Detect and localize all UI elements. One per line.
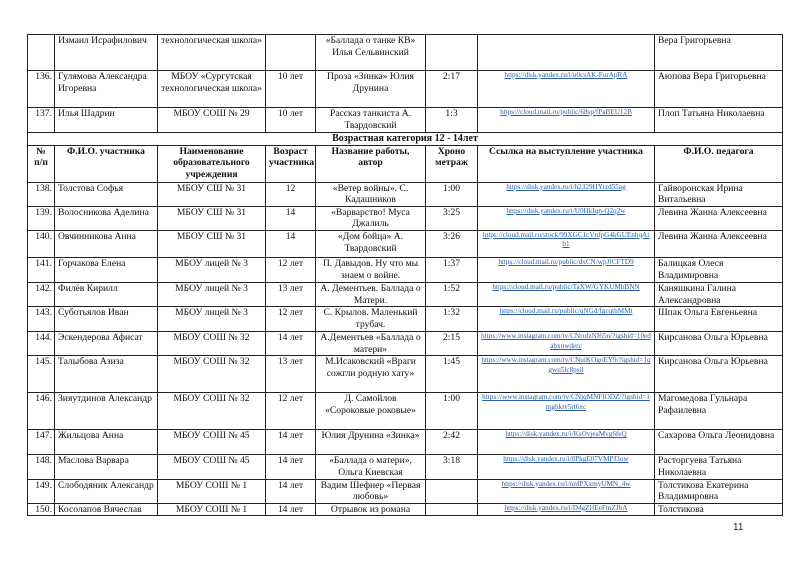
cell-duration: [426, 206, 478, 230]
performance-link[interactable]: https://cloud.mail.ru/public/68sp/fPaBEU12B: [500, 108, 632, 116]
cell-duration: [426, 393, 478, 430]
cell-link: [478, 455, 655, 479]
cell-age: [266, 108, 316, 133]
cell-link: [478, 230, 655, 257]
work-text: «Баллада о танке КВ» Илья Сельвинский: [325, 35, 416, 58]
cell-work: [316, 257, 426, 282]
cell-duration: [426, 108, 478, 133]
age-text: 14 лет: [277, 503, 304, 515]
teacher-text: Гайворонская Ирина Витальевна: [658, 182, 743, 206]
cell-num: [28, 479, 55, 503]
name-text: Талыбова Азиза: [58, 356, 124, 368]
cell-work: [316, 108, 426, 133]
work-text: Юлия Друнина «Зинка»: [321, 430, 420, 442]
cell-num: [28, 282, 55, 306]
num-text: 145.: [35, 356, 52, 368]
cell-name: [55, 393, 158, 430]
duration-text: 1:37: [442, 257, 461, 269]
work-text: С. Крылов. Маленький трубач.: [323, 307, 418, 330]
cell-duration: [426, 282, 478, 306]
duration-text: 3:25: [442, 206, 461, 218]
work-text: А. Дементьев. Баллада о Матери.: [320, 282, 421, 306]
num-text: 139.: [35, 206, 52, 218]
cell-school: [158, 108, 266, 133]
cell-num: [28, 206, 55, 230]
participants-table: [27, 34, 783, 516]
duration-text: 2:17: [442, 71, 461, 82]
age-text: 12 лет: [277, 257, 304, 269]
cell-work: [316, 71, 426, 108]
cell-num: [28, 230, 55, 257]
work-text: «Варварство! Муса Джалиль: [331, 206, 410, 230]
cell-duration: [426, 230, 478, 257]
cell-teacher: [655, 356, 783, 393]
age-text: 14 лет: [277, 332, 304, 344]
num-text: 137.: [35, 108, 52, 119]
cell-duration: [426, 35, 478, 71]
cell-age: [266, 430, 316, 455]
cell-work: [316, 479, 426, 503]
cell-link: [478, 206, 655, 230]
header-num: № п/п: [28, 145, 55, 182]
name-text: Гулямова Александра Игоревна: [58, 71, 147, 94]
header-duration: Хроно метраж: [426, 145, 478, 182]
num-text: 140.: [35, 230, 52, 242]
cell-name: [55, 503, 158, 516]
name-text: Горчакова Елена: [58, 257, 126, 269]
cell-link: [478, 430, 655, 455]
cell-work: [316, 230, 426, 257]
teacher-text: Толстикова: [658, 503, 704, 515]
cell-age: [266, 356, 316, 393]
teacher-text: Магомедова Гульнара Рафаилевна: [658, 393, 748, 416]
performance-link[interactable]: https://www.instagram.com/tv/CNjqMNFIODZ/?igshid=1mghktv5rt6xc: [482, 393, 650, 411]
teacher-text: Левина Жанна Алексеевна: [658, 230, 767, 242]
performance-link[interactable]: https://disk.yandex.ru/i/8PkgE07VMPJ3ow: [503, 455, 629, 464]
work-text: Д. Самойлов «Сороковые роковые»: [325, 393, 416, 416]
teacher-text: Шпак Ольга Евгеньевна: [658, 307, 757, 319]
cell-teacher: [655, 332, 783, 356]
cell-teacher: [655, 182, 783, 206]
num-text: 150.: [35, 503, 52, 515]
table-row: [28, 182, 783, 206]
school-text: МБОУ «Сургутская технологическая школа»: [161, 71, 262, 94]
work-text: П. Давыдов. Ну что мы знаем о войне.: [322, 257, 419, 281]
cell-work: [316, 307, 426, 332]
performance-link[interactable]: https://www.instagram.com/tv/CNrufzNI65n/?igshid=10edabxuwderc: [481, 332, 651, 350]
teacher-text: Толстикова Екатерина Владимировна: [658, 479, 749, 503]
cell-name: [55, 108, 158, 133]
cell-name: [55, 35, 158, 71]
performance-link[interactable]: https://www.instagram.com/tv/CNuiKOgoEY9/?igshid=1qgwu5lc8psil: [481, 356, 651, 374]
cell-work: [316, 282, 426, 306]
duration-text: 1:00: [442, 182, 461, 194]
school-text: МБОУ СШ № 31: [176, 230, 247, 242]
name-text: Филёв Кирилл: [58, 282, 118, 294]
num-text: 144.: [35, 332, 52, 344]
school-text: МБОУ СОШ № 1: [175, 503, 248, 515]
cell-school: [158, 332, 266, 356]
name-text: Слободяник Александр: [58, 479, 154, 491]
school-text: МБОУ лицей № 3: [175, 307, 248, 319]
cell-duration: [426, 503, 478, 516]
name-text: Толстова Софья: [58, 182, 123, 194]
table-row: [28, 479, 783, 503]
cell-age: [266, 71, 316, 108]
cell-link: [478, 182, 655, 206]
cell-school: [158, 307, 266, 332]
cell-age: [266, 182, 316, 206]
cell-name: [55, 332, 158, 356]
cell-name: [55, 230, 158, 257]
cell-name: [55, 182, 158, 206]
duration-text: 1:3: [445, 108, 458, 119]
cell-work: [316, 393, 426, 430]
cell-school: [158, 35, 266, 71]
name-text: Суботьялов Иван: [58, 307, 129, 319]
cell-link: [478, 356, 655, 393]
table-row: [28, 455, 783, 479]
duration-text: 1:32: [442, 307, 461, 319]
table-row: [28, 356, 783, 393]
cell-school: [158, 503, 266, 516]
cell-teacher: [655, 282, 783, 306]
cell-school: [158, 182, 266, 206]
cell-teacher: [655, 503, 783, 516]
cell-num: [28, 108, 55, 133]
name-text: Овчинникова Анна: [58, 230, 136, 242]
cell-school: [158, 430, 266, 455]
work-text: М.Исаковский «Враги сожгли родную хату»: [325, 356, 416, 379]
teacher-text: Каняшкина Галина Александровна: [658, 282, 737, 306]
duration-text: 1:00: [442, 393, 461, 405]
cell-link: [478, 503, 655, 516]
name-text: Волосникова Аделина: [58, 206, 149, 218]
cell-school: [158, 230, 266, 257]
age-text: 14 лет: [277, 479, 304, 491]
cell-age: [266, 230, 316, 257]
cell-school: [158, 356, 266, 393]
num-text: 146.: [35, 393, 52, 405]
cell-name: [55, 479, 158, 503]
cell-school: [158, 71, 266, 108]
cell-duration: [426, 307, 478, 332]
cell-teacher: [655, 430, 783, 455]
school-text: МБОУ СОШ № 32: [173, 332, 250, 344]
name-text: Зияутдинов Александр: [58, 393, 152, 405]
cell-teacher: [655, 230, 783, 257]
duration-text: 1:52: [442, 282, 461, 294]
table-row: [28, 503, 783, 516]
cell-age: [266, 282, 316, 306]
school-text: МБОУ СОШ № 32: [173, 393, 250, 405]
work-text: «Дом бойца» А. Твардовский: [337, 230, 404, 254]
performance-link[interactable]: https://disk.yandex.ru/i/nnIPXxmyUMN_4w: [501, 479, 631, 488]
cell-num: [28, 430, 55, 455]
name-text: Жильцова Анна: [58, 430, 124, 442]
teacher-text: Плоп Татьяна Николаевна: [658, 108, 765, 119]
cell-age: [266, 35, 316, 71]
cell-school: [158, 282, 266, 306]
age-text: 14: [285, 230, 296, 242]
school-text: МБОУ СОШ № 1: [175, 479, 248, 491]
cell-link: [478, 257, 655, 282]
teacher-text: Сахарова Ольга Леонидовна: [658, 430, 775, 442]
age-text: 12 лет: [277, 393, 304, 405]
cell-name: [55, 282, 158, 306]
cell-duration: [426, 430, 478, 455]
school-text: технологическая школа»: [161, 35, 262, 46]
cell-duration: [426, 479, 478, 503]
name-text: Измаил Исрафилович: [58, 35, 147, 46]
table-row: [28, 71, 783, 108]
num-text: 141.: [35, 257, 52, 269]
cell-age: [266, 332, 316, 356]
duration-text: 1:45: [442, 356, 461, 368]
cell-age: [266, 206, 316, 230]
cell-age: [266, 479, 316, 503]
work-text: «Ветер войны». С. Кадашников: [332, 182, 409, 206]
cell-name: [55, 430, 158, 455]
cell-name: [55, 257, 158, 282]
performance-link[interactable]: https://cloud.mail.ru/public/qNGd/fgcqthMMt: [499, 307, 633, 316]
age-text: 13 лет: [277, 356, 304, 368]
school-text: МБОУ СШ № 31: [176, 206, 247, 218]
school-text: МБОУ СОШ № 45: [173, 455, 250, 467]
teacher-text: Кирсанова Ольга Юрьевна: [658, 356, 768, 368]
teacher-text: Левина Жанна Алексеевна: [658, 206, 767, 218]
header-link: Ссылка на выступление участника: [478, 145, 655, 182]
cell-duration: [426, 257, 478, 282]
school-text: МБОУ СОШ № 29: [173, 108, 250, 119]
cell-num: [28, 307, 55, 332]
cell-num: [28, 71, 55, 108]
cell-work: [316, 182, 426, 206]
work-text: «Баллада о матери», Ольга Киевская: [329, 455, 412, 478]
name-text: Илья Шадрин: [58, 108, 115, 119]
cell-link: [478, 307, 655, 332]
cell-link: [478, 332, 655, 356]
school-text: МБОУ СШ № 31: [176, 182, 247, 194]
teacher-text: Аюпова Вера Григорьевна: [658, 71, 766, 82]
cell-num: [28, 503, 55, 516]
age-text: 10 лет: [277, 108, 304, 119]
teacher-text: Кирсанова Ольга Юрьевна: [658, 332, 768, 344]
performance-link[interactable]: https://disk.yandex.ru/i/D4gZIfEeFmZJbA: [504, 503, 628, 512]
cell-link: [478, 71, 655, 108]
age-text: 14 лет: [277, 455, 304, 467]
work-text: Проза «Зинка» Юлия Друнина: [327, 71, 414, 94]
cell-num: [28, 257, 55, 282]
performance-link[interactable]: https://disk.yandex.ru/i/U0HkIqn-Q2q2w: [506, 206, 626, 215]
cell-link: [478, 282, 655, 306]
cell-work: [316, 455, 426, 479]
school-text: МБОУ СОШ № 45: [173, 430, 250, 442]
cell-duration: [426, 332, 478, 356]
cell-link: [478, 479, 655, 503]
cell-name: [55, 206, 158, 230]
teacher-text: Вера Григорьевна: [658, 35, 731, 46]
cell-num: [28, 455, 55, 479]
cell-age: [266, 455, 316, 479]
table-row: [28, 282, 783, 306]
num-text: 138.: [35, 182, 52, 194]
category-title: Возрастная категория 12 - 14лет: [28, 133, 783, 146]
num-text: 148.: [35, 455, 52, 467]
cell-work: [316, 35, 426, 71]
work-text: Рассказ танкиста А. Твардовский: [329, 108, 412, 131]
duration-text: 2:42: [442, 430, 461, 442]
cell-duration: [426, 71, 478, 108]
cell-school: [158, 479, 266, 503]
school-text: МБОУ лицей № 3: [175, 257, 248, 269]
num-text: 136.: [35, 71, 52, 82]
age-text: 13 лет: [277, 282, 304, 294]
table-row: [28, 230, 783, 257]
work-text: Отрывок из романа: [330, 503, 411, 515]
table-row: [28, 35, 783, 71]
age-text: 14 лет: [277, 430, 304, 442]
age-text: 12: [285, 182, 296, 194]
age-text: 10 лет: [277, 71, 304, 82]
name-text: Косолапов Вячеслав: [58, 503, 142, 515]
age-text: 12 лет: [277, 307, 304, 319]
header-teacher: Ф.И.О. педагога: [655, 145, 783, 182]
cell-name: [55, 71, 158, 108]
table-row: [28, 108, 783, 133]
name-text: Эскендерова Афисат: [58, 332, 143, 344]
table-row: [28, 332, 783, 356]
performance-link[interactable]: https://cloud.mail.ru/stock/99XGC1cVnfpG4kGUEnhqAib1: [482, 230, 650, 249]
cell-work: [316, 206, 426, 230]
cell-age: [266, 503, 316, 516]
cell-age: [266, 307, 316, 332]
cell-name: [55, 455, 158, 479]
cell-work: [316, 503, 426, 516]
category-row: [28, 133, 783, 146]
cell-num: [28, 356, 55, 393]
work-text: Вадим Шефнер «Первая любовь»: [320, 479, 421, 503]
teacher-text: Балицкая Олеся Владимировна: [658, 257, 724, 281]
num-text: 147.: [35, 430, 52, 442]
header-school: Наименование образовательного учреждения: [158, 145, 266, 182]
cell-num: [28, 393, 55, 430]
cell-teacher: [655, 35, 783, 71]
school-text: МБОУ СОШ № 32: [173, 356, 250, 368]
name-text: Маслова Варвара: [58, 455, 129, 467]
cell-school: [158, 257, 266, 282]
table-row: [28, 206, 783, 230]
performance-link[interactable]: https://cloud.mail.ru/public/dxCN/wpJfCFTD9: [498, 257, 634, 266]
table-row: [28, 430, 783, 455]
duration-text: 3:18: [442, 455, 461, 467]
num-text: 149.: [35, 479, 52, 491]
cell-duration: [426, 182, 478, 206]
performance-link[interactable]: https://disk.yandex.ru/i/KsOvjeaMvg6feQ: [505, 430, 627, 439]
num-text: 143.: [35, 307, 52, 319]
cell-teacher: [655, 71, 783, 108]
cell-duration: [426, 356, 478, 393]
performance-link[interactable]: https://disk.yandex.ru/i/h2329HYtzd55ag: [506, 182, 626, 191]
table-row: [28, 257, 783, 282]
cell-work: [316, 356, 426, 393]
cell-duration: [426, 455, 478, 479]
work-text: А.Дементьев «Баллада о матери»: [320, 332, 421, 355]
cell-teacher: [655, 479, 783, 503]
num-text: 142.: [35, 282, 52, 294]
cell-teacher: [655, 455, 783, 479]
cell-school: [158, 206, 266, 230]
performance-link[interactable]: https://cloud.mail.ru/public/TaXW/GYKUMbBNN: [492, 282, 640, 291]
cell-age: [266, 393, 316, 430]
cell-teacher: [655, 307, 783, 332]
cell-age: [266, 257, 316, 282]
cell-teacher: [655, 108, 783, 133]
header-name: Ф.И.О. участника: [55, 145, 158, 182]
cell-num: [28, 35, 55, 71]
cell-name: [55, 307, 158, 332]
table-header-row: [28, 145, 783, 182]
cell-teacher: [655, 393, 783, 430]
cell-school: [158, 455, 266, 479]
cell-link: [478, 108, 655, 133]
cell-work: [316, 332, 426, 356]
teacher-text: Расторгуева Татьяна Николаевна: [658, 455, 742, 478]
page-number: 11: [733, 522, 744, 533]
cell-link: [478, 35, 655, 71]
cell-work: [316, 430, 426, 455]
duration-text: 2:15: [442, 332, 461, 344]
cell-num: [28, 182, 55, 206]
cell-name: [55, 356, 158, 393]
table-row: [28, 307, 783, 332]
age-text: 14: [285, 206, 296, 218]
cell-teacher: [655, 206, 783, 230]
header-work: Название работы, автор: [316, 145, 426, 182]
cell-school: [158, 393, 266, 430]
cell-teacher: [655, 257, 783, 282]
header-age: Возраст участника: [266, 145, 316, 182]
school-text: МБОУ лицей № 3: [175, 282, 248, 294]
performance-link[interactable]: https://disk.yandex.ru/i/u0csAK-FurApRA: [504, 71, 628, 79]
duration-text: 3:26: [442, 230, 461, 242]
cell-num: [28, 332, 55, 356]
cell-link: [478, 393, 655, 430]
table-row: [28, 393, 783, 430]
